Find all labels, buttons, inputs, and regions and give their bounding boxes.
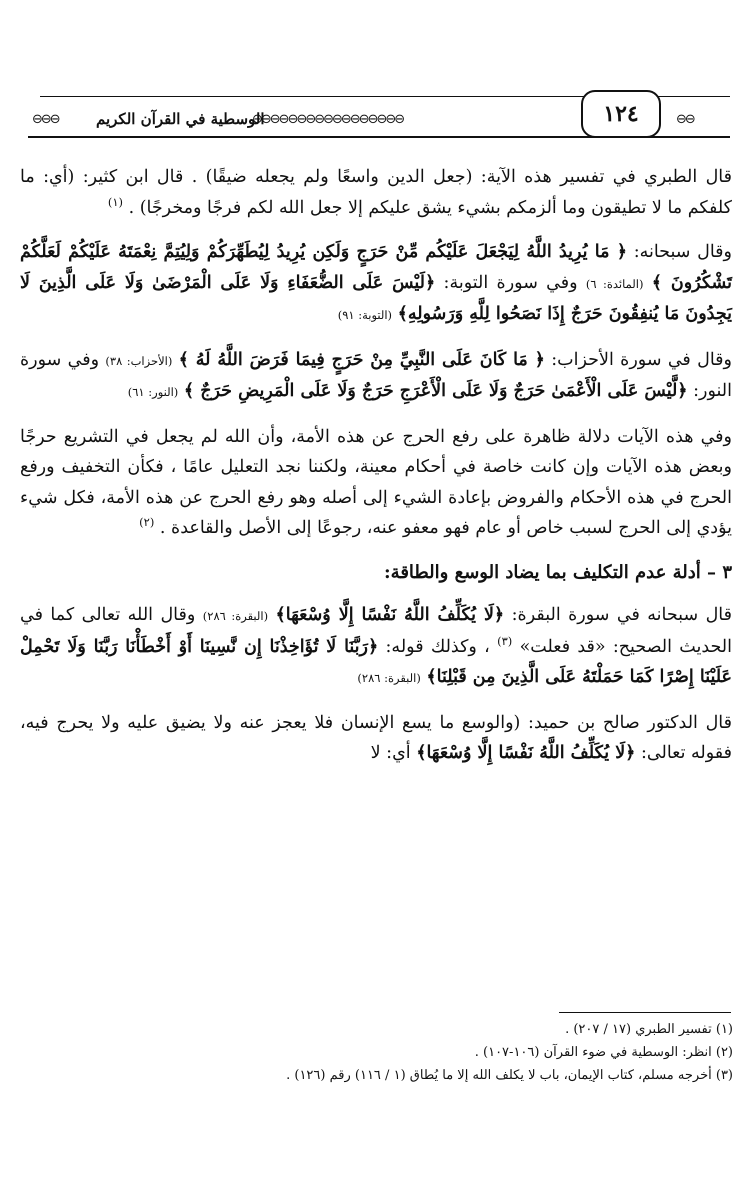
- header-ornament-middle: ⊖⊖⊖⊖⊖⊖⊖⊖⊖⊖⊖⊖⊖⊖⊖⊖⊖: [252, 112, 404, 127]
- quran-verse-ahzab: ﴿ مَا كَانَ عَلَى النَّبِيِّ مِنْ حَرَجٍ فِيمَا فَرَضَ اللَّهُ لَهُ ﴾: [178, 349, 545, 370]
- quran-verse-tawbah: ﴿لَيْسَ عَلَى الضُّعَفَاءِ وَلَا عَلَى الْمَرْضَىٰ وَلَا عَلَى الَّذِينَ لَا يَجِدُونَ مَا يُنفِقُونَ حَرَجٌ إِذَا نَصَحُوا لِلَّهِ وَرَسُولِهِ﴾: [20, 272, 732, 324]
- paragraph-6: [20, 708, 732, 769]
- quran-verse-baqarah-2: ﴿رَبَّنَا لَا تُؤَاخِذْنَا إِن نَّسِينَا أَوْ أَخْطَأْنَا رَبَّنَا وَلَا تَحْمِلْ عَلَيْنَا إِصْرًا كَمَا حَمَلْتَهُ عَلَى الَّذِينَ مِن قَبْلِنَا﴾: [20, 636, 732, 687]
- paragraph-3-intro: وقال في سورة الأحزاب:: [544, 349, 732, 370]
- page-header: [28, 96, 728, 148]
- footnote-marker-3: (٣): [497, 633, 513, 648]
- verse-ref-maidah: (المائدة: ٦): [585, 276, 644, 291]
- footnote-2: (٢) انظر: الوسطية في ضوء القرآن (١٠٦-١٠٧) .: [474, 1045, 733, 1060]
- footnote-1: (١) تفسير الطبري (١٧ / ٢٠٧) .: [565, 1022, 733, 1037]
- quran-verse-nur: ﴿لَّيْسَ عَلَى الْأَعْمَىٰ حَرَجٌ وَلَا عَلَى الْأَعْرَجِ حَرَجٌ وَلَا عَلَى الْمَرِيضِ حَرَجٌ ﴾: [183, 381, 688, 401]
- header-rule-bottom: [28, 136, 730, 138]
- quran-verse-baqarah-1: ﴿لَا يُكَلِّفُ اللَّهُ نَفْسًا إِلَّا وُسْعَهَا﴾: [275, 605, 505, 625]
- quran-verse-baqarah-3: ﴿لَا يُكَلِّفُ اللَّهُ نَفْسًا إِلَّا وُسْعَهَا﴾: [416, 743, 636, 763]
- paragraph-4: [20, 422, 732, 544]
- paragraph-2-intro: وقال سبحانه:: [626, 242, 732, 262]
- paragraph-1: [20, 162, 732, 223]
- paragraph-1-text: قال الطبري في تفسير هذه الآية: (جعل الدين واسعًا ولم يجعله ضيقًا) . قال ابن كثير: (أي: ما كلفكم ما لا تطيقون وما ألزمكم بشيء يشق عليكم إلا جعل الله لكم فرجًا ومخرجًا) .: [20, 167, 732, 218]
- paragraph-2: [20, 237, 732, 331]
- verse-ref-ahzab: (الأحزاب: ٣٨): [105, 353, 173, 368]
- paragraph-6-end: أي: لا: [370, 743, 411, 763]
- quran-verse-maidah: ﴿ مَا يُرِيدُ اللَّهُ لِيَجْعَلَ عَلَيْكُم مِّنْ حَرَجٍ وَلَكِن يُرِيدُ لِيُطَهِّرَكُمْ وَلِيُتِمَّ نِعْمَتَهُ عَلَيْكُمْ لَعَلَّكُمْ تَشْكُرُونَ ﴾: [20, 242, 732, 293]
- running-title: الوسطية في القرآن الكريم: [96, 110, 265, 128]
- main-text: [20, 162, 732, 783]
- footnote-marker-2: (٢): [139, 515, 155, 530]
- paragraph-5: [20, 600, 732, 694]
- header-ornament-right: ⊖⊖: [676, 112, 694, 127]
- footnote-separator: [559, 1012, 731, 1013]
- paragraph-3: [20, 345, 732, 408]
- paragraph-5-mid-2: ، وكذلك قوله:: [378, 636, 490, 657]
- verse-ref-nur: (النور: ٦١): [127, 385, 179, 399]
- verse-ref-tawbah: (التوبة: ٩١): [337, 308, 393, 322]
- verse-ref-baqarah-2: (البقرة: ٢٨٦): [357, 671, 421, 685]
- footnote-marker-1: (١): [107, 194, 123, 209]
- header-ornament-left: ⊖⊖⊖: [32, 112, 59, 127]
- footnote-3: (٣) أخرجه مسلم، كتاب الإيمان، باب لا يكلف الله إلا ما يُطاق (١ / ١١٦) رقم (١٢٦) .: [286, 1068, 733, 1083]
- footnotes: [23, 1018, 733, 1087]
- paragraph-2-mid: وفي سورة التوبة:: [435, 272, 578, 293]
- paragraph-6-intro: قال الدكتور صالح بن حميد: (والوسع ما يسع الإنسان فلا يعجز عنه ولا يضيق عليه ولا يحرج فيه، فقوله تعالى:: [20, 712, 732, 763]
- section-heading: ٣ – أدلة عدم التكليف بما يضاد الوسع والطاقة:: [384, 561, 732, 583]
- page-number: ١٢٤: [581, 90, 661, 138]
- paragraph-4-text: وفي هذه الآيات دلالة ظاهرة على رفع الحرج عن هذه الأمة، وأن الله لم يجعل في التشريع حرجًا وبعض هذه الآيات وإن كانت خاصة في أحكام معينة، ولكننا نجد التعليل عامًا ، فكأن التخفيف ورفع الحرج في هذه الأحكام والفروض بإعادة الشيء إلى أصله وهو رفع الحرج عن هذه الأمة، فكل شيء يؤدي إلى الحرج لسبب خاص أو عام فهو معفو عنه، رجوعًا إلى الأصل والقاعدة .: [20, 426, 732, 538]
- paragraph-5-intro: قال سبحانه في سورة البقرة:: [504, 605, 732, 625]
- paragraph-3-mid: وفي سورة النور:: [20, 349, 732, 401]
- paragraph-5-mid: وقال الله تعالى كما في الحديث الصحيح: «قد فعلت»: [20, 605, 733, 657]
- verse-ref-baqarah-1: (البقرة: ٢٨٦): [202, 609, 269, 623]
